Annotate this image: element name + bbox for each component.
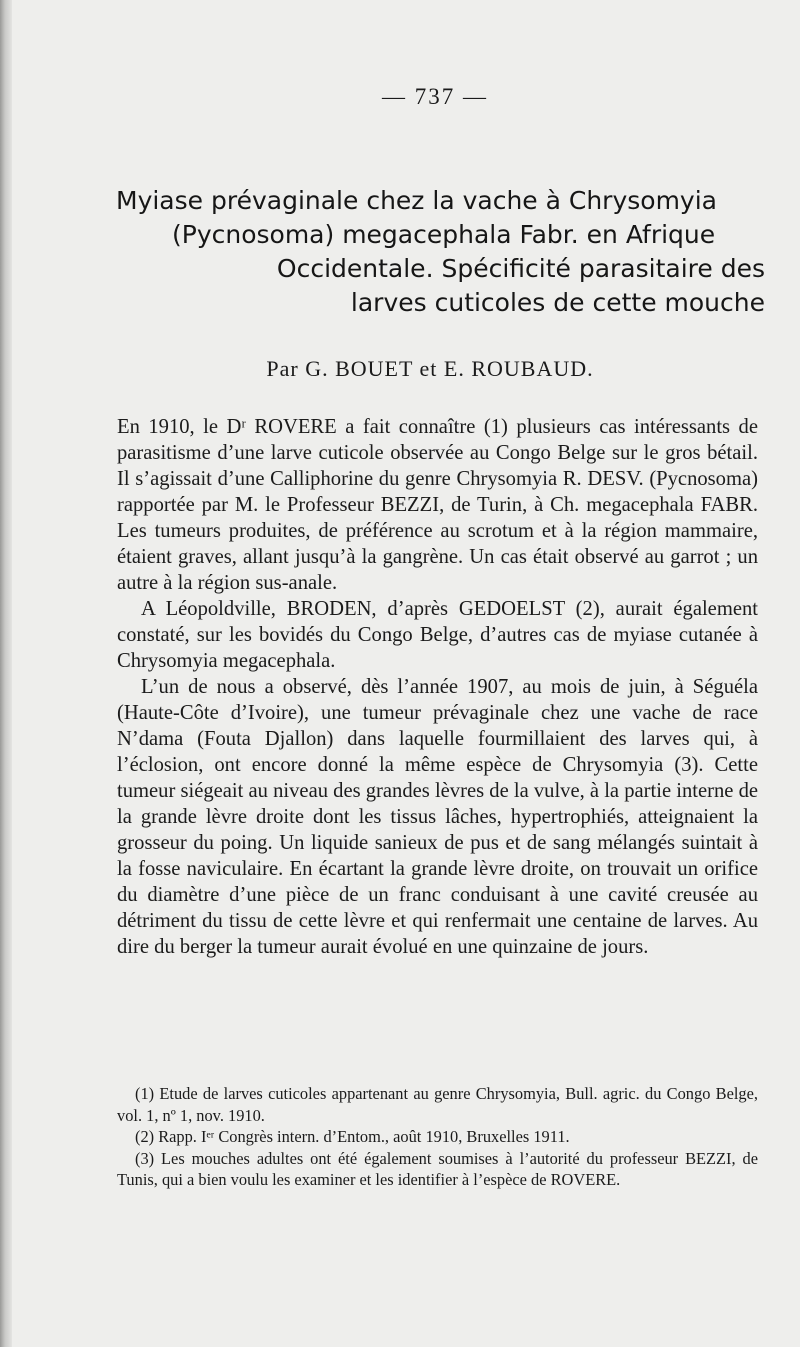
title-line-2: (Pycnosoma) megacephala Fabr. en Afrique xyxy=(172,220,716,249)
title-line-1: Myiase prévaginale chez la vache à Chrysomyia xyxy=(116,186,717,215)
title-line-3: Occidentale. Spécificité parasitaire des xyxy=(276,254,765,283)
title-line-4: larves cuticoles de cette mouche xyxy=(350,288,765,317)
footnote-2: (2) Rapp. Iᵉʳ Congrès intern. d’Entom., août 1910, Bruxelles 1911. xyxy=(135,1127,570,1146)
footnote-3: (3) Les mouches adultes ont été également soumises à l’autorité du professeur BEZZI, de Tunis, qui a bien voulu les examiner et les identifier à l’espèce de ROVERE. xyxy=(117,1148,758,1189)
scan-page-edge xyxy=(0,0,12,1347)
paragraph-3: L’un de nous a observé, dès l’année 1907, au mois de juin, à Séguéla (Haute-Côte d’Ivoire), une tumeur prévaginale chez une vache de race N’dama (Fouta Djallon) dans laquelle fourmillaient des larves qui, à l’éclosion, ont encore donné la même espèce de Chrysomyia (3). Cette tumeur siégeait au niveau des grandes lèvres de la vulve, à la partie interne de la grande lèvre droite dont les tissus lâches, hypertrophiés, atteignaient la grosseur du poing. Un liquide sanieux de pus et de sang mélangés suintait à la fosse naviculaire. En écartant la grande lèvre droite, on trouvait un orifice du diamètre d’une pièce de un franc conduisant à une cavité creusée au détriment du tissu de cette lèvre et qui renfermait une centaine de larves. Au dire du berger la tumeur aurait évolué en une quinzaine de jours. xyxy=(117,676,759,958)
paragraph-2: A Léopoldville, BRODEN, d’après GEDOELST (2), aurait également constaté, sur les bovidés du Congo Belge, d’autres cas de myiase cutanée à Chrysomyia megacephala. xyxy=(117,598,758,672)
article-authors: Par G. BOUET et E. ROUBAUD. xyxy=(266,356,594,381)
footnote-1: (1) Etude de larves cuticoles appartenant au genre Chrysomyia, Bull. agric. du Congo Belge, vol. 1, nº 1, nov. 1910. xyxy=(117,1084,758,1125)
article-title xyxy=(110,184,765,320)
footnotes xyxy=(117,1083,758,1191)
paragraph-1: En 1910, le Dʳ ROVERE a fait connaître (1) plusieurs cas intéressants de parasitisme d’une larve cuticole observée au Congo Belge sur le gros bétail. Il s’agissait d’une Calliphorine du genre Chrysomyia R. DESV. (Pycnosoma) rapportée par M. le Professeur BEZZI, de Turin, à Ch. megacephala FABR. Les tumeurs produites, de préférence au scrotum et à la région mammaire, étaient graves, allant jusqu’à la gangrène. Un cas était observé au garrot ; un autre à la région sus-anale. xyxy=(117,416,758,594)
page-number: — 737 — xyxy=(382,84,488,109)
article-body xyxy=(117,414,758,960)
